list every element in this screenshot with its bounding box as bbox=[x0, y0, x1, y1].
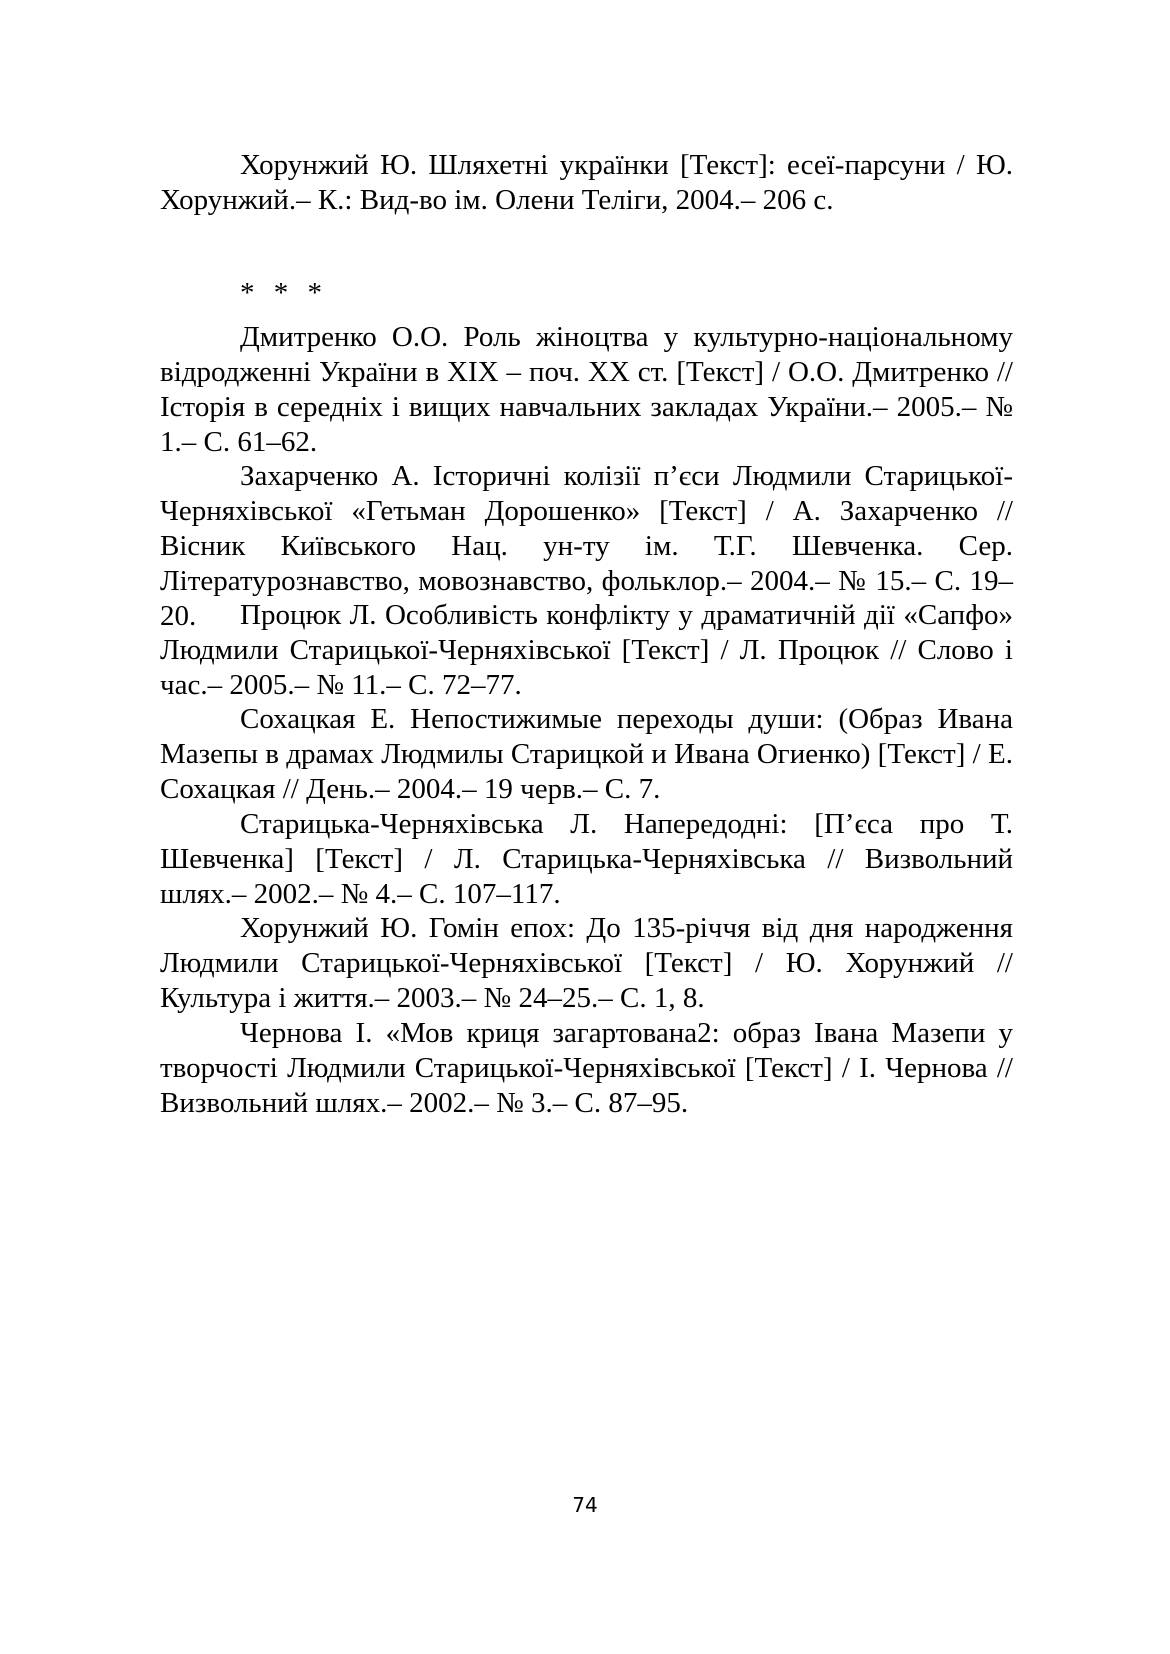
bibliography-entry: Старицька-Черняхівська Л. Напередодні: [П’єса про Т. Шевченка] [Текст] / Л. Старицька-Черняхівська // Визвольний шлях.– 2002.– № 4.– С. 107–117. bbox=[160, 808, 1013, 910]
bibliography-entry: Хорунжий Ю. Гомін епох: До 135-річчя від дня народження Людмили Старицької-Черняхівської [Текст] / Ю. Хорунжий // Культура і життя.– 2003.– № 24–25.– С. 1, 8. bbox=[160, 912, 1013, 1014]
bibliography-entry: Чернова І. «Мов криця загартована2: образ Івана Мазепи у творчості Людмили Старицької-Черняхівської [Текст] / І. Чернова // Визвольний шлях.– 2002.– № 3.– С. 87–95. bbox=[160, 1017, 1013, 1119]
bibliography-entry: Хорунжий Ю. Шляхетні українки [Текст]: есеї-парсуни / Ю. Хорунжий.– К.: Вид-во ім. Олени Теліги, 2004.– 206 с. bbox=[160, 149, 1013, 216]
section-separator: * * * bbox=[240, 277, 328, 309]
bibliography-entry: Процюк Л. Особливість конфлікту у драматичній дії «Сапфо» Людмили Старицької-Черняхівської [Текст] / Л. Процюк // Слово і час.– 2005.– № 11.– С. 72–77. bbox=[160, 599, 1013, 701]
bibliography-entry: Дмитренко О.О. Роль жіноцтва у культурно-національному відродженні України в ХІХ – поч. ХХ ст. [Текст] / О.О. Дмитренко // Історія в середніх і вищих навчальних закладах України.– 2005.– № 1.– С. 61–62. bbox=[160, 321, 1013, 458]
page-number: 74 bbox=[572, 1493, 598, 1517]
bibliography-entry: Сохацкая Е. Непостижимые переходы души: (Образ Ивана Мазепы в драмах Людмилы Старицкой и Ивана Огиенко) [Текст] / Е. Сохацкая // День.– 2004.– 19 черв.– С. 7. bbox=[160, 703, 1013, 805]
bibliography-entry: Захарченко А. Історичні колізії п’єси Людмили Старицької-Черняхівської «Гетьман Дорошенко» [Текст] / А. Захарченко // Вісник Київського Нац. ун-ту ім. Т.Г. Шевченка. Сер. Літературознавство, мовознавство, фольклор.– 2004.– № 15.– С. 19–20. bbox=[160, 460, 1013, 632]
